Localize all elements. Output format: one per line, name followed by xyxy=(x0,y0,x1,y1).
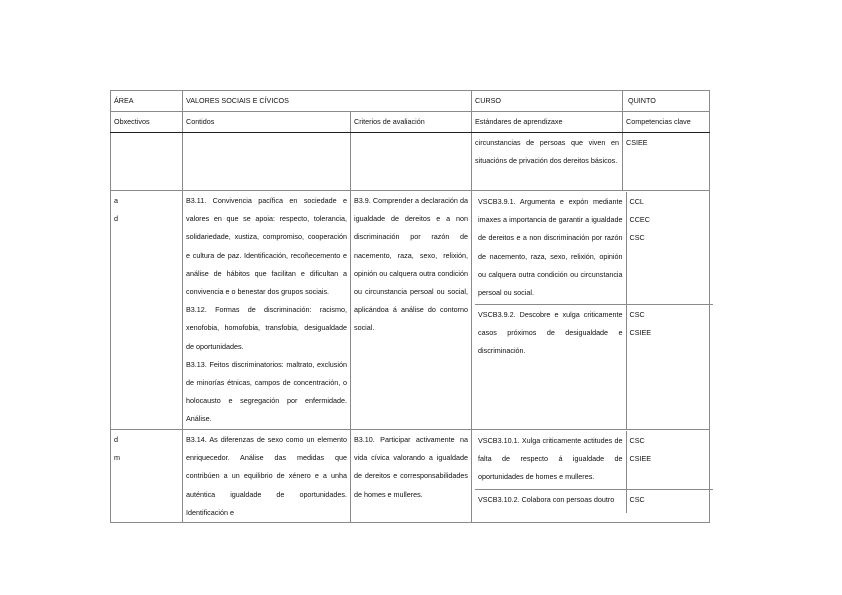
col-contidos: Contidos xyxy=(183,112,351,133)
estandar-cell: VSCB3.9.2. Descobre e xulga criticamente casos próximos de desigualdade e discriminación. xyxy=(475,304,626,429)
table-row-b314 xyxy=(111,430,710,523)
column-header-row xyxy=(111,112,710,133)
competencia-badge: CSC xyxy=(629,309,645,319)
estandares-group xyxy=(472,191,710,430)
estandar-cell: VSCB3.10.2. Colabora con persoas doutro xyxy=(475,489,626,513)
obxectivos-cell xyxy=(111,430,183,523)
col-obxectivos: Obxectivos xyxy=(111,112,183,133)
col-criterios: Criterios de avaliación xyxy=(351,112,472,133)
obxectivos-cell xyxy=(111,133,183,191)
competencias-cell xyxy=(626,431,713,489)
competencia-badge: CSC xyxy=(629,233,645,243)
estandares-group xyxy=(472,430,710,523)
competencia-badge: CCL xyxy=(629,197,644,206)
competencia-badge: CSC xyxy=(629,436,645,445)
competencias-cell xyxy=(626,304,713,429)
contidos-cell xyxy=(183,191,351,430)
contido-item: B3.12. Formas de discriminación: racismo, xenofobia, homofobia, transfobia, desigualdade de oportunidades. xyxy=(186,305,347,351)
table-row-b311 xyxy=(111,191,710,430)
competencia-badge: CSIEE xyxy=(629,327,652,337)
obxectivos-cell xyxy=(111,191,183,430)
header-row xyxy=(111,91,710,112)
estandar-cell: VSCB3.9.1. Argumenta e expón mediante imaxes a importancia de garantir a igualdade de dereitos e a non discriminación por razón de nacemento, raza, sexo, relixión, opinión ou calquera outra condición ou circunstancia persoal ou social. xyxy=(475,192,626,304)
area-value: VALORES SOCIAIS E CÍVICOS xyxy=(183,91,472,112)
obxectivo-item: a xyxy=(114,196,118,205)
competencias-cell xyxy=(626,192,713,304)
col-competencias: Competencias clave xyxy=(623,112,710,133)
curriculum-table xyxy=(110,90,710,523)
obxectivo-item: d xyxy=(114,214,118,224)
obxectivo-item: m xyxy=(114,453,120,463)
estandar-cell: VSCB3.10.1. Xulga criticamente actitudes de falta de respecto á igualdade de oportunidades de homes e mulleres. xyxy=(475,431,626,489)
curso-value: QUINTO xyxy=(623,91,710,112)
estandar-cell: circunstancias de persoas que viven en situacións de privación dos dereitos básicos. xyxy=(472,133,623,191)
area-label: ÁREA xyxy=(111,91,183,112)
competencia-badge: CSIEE xyxy=(629,454,652,464)
curso-label: CURSO xyxy=(472,91,623,112)
competencia-badge: CCEC xyxy=(629,215,650,225)
competencia-badge: CSC xyxy=(629,494,645,504)
criterio-cell: B3.9. Comprender a declaración da igualdade de dereitos e a non discriminación por razón de nacemento, raza, sexo, relixión, opinión ou calquera outra condición ou circunstancia persoal ou social, aplicándoa á análise do contorno social. xyxy=(351,191,472,430)
col-estandares: Estándares de aprendizaxe xyxy=(472,112,623,133)
contido-item: B3.13. Feitos discriminatorios: maltrato, exclusión de minorías étnicas, campos de concentración, o holocausto e segregación por enfermidade. Análise. xyxy=(186,359,347,424)
criterios-cell xyxy=(351,133,472,191)
contidos-cell: B3.14. As diferenzas de sexo como un elemento enriquecedor. Análise das medidas que contribúen a un equilibrio de xénero e a unha auténtica igualdade de oportunidades. Identificación e xyxy=(183,430,351,523)
contidos-cell xyxy=(183,133,351,191)
contido-item: B3.11. Convivencia pacífica en sociedade e valores en que se apoia: respecto, tolerancia, solidariedade, xustiza, compromiso, cooperación e cultura de paz. Identificación, recoñecemento e análise de hábitos que facilitan e dificultan a convivencia e o benestar dos grupos sociais. xyxy=(186,196,347,297)
table-row-continuation xyxy=(111,133,710,191)
obxectivo-item: d xyxy=(114,435,118,444)
competencia-cell: CSIEE xyxy=(623,133,710,191)
competencias-cell xyxy=(626,489,713,513)
criterio-cell: B3.10. Participar activamente na vida cívica valorando a igualdade de dereitos e corresponsabilidades de homes e mulleres. xyxy=(351,430,472,523)
